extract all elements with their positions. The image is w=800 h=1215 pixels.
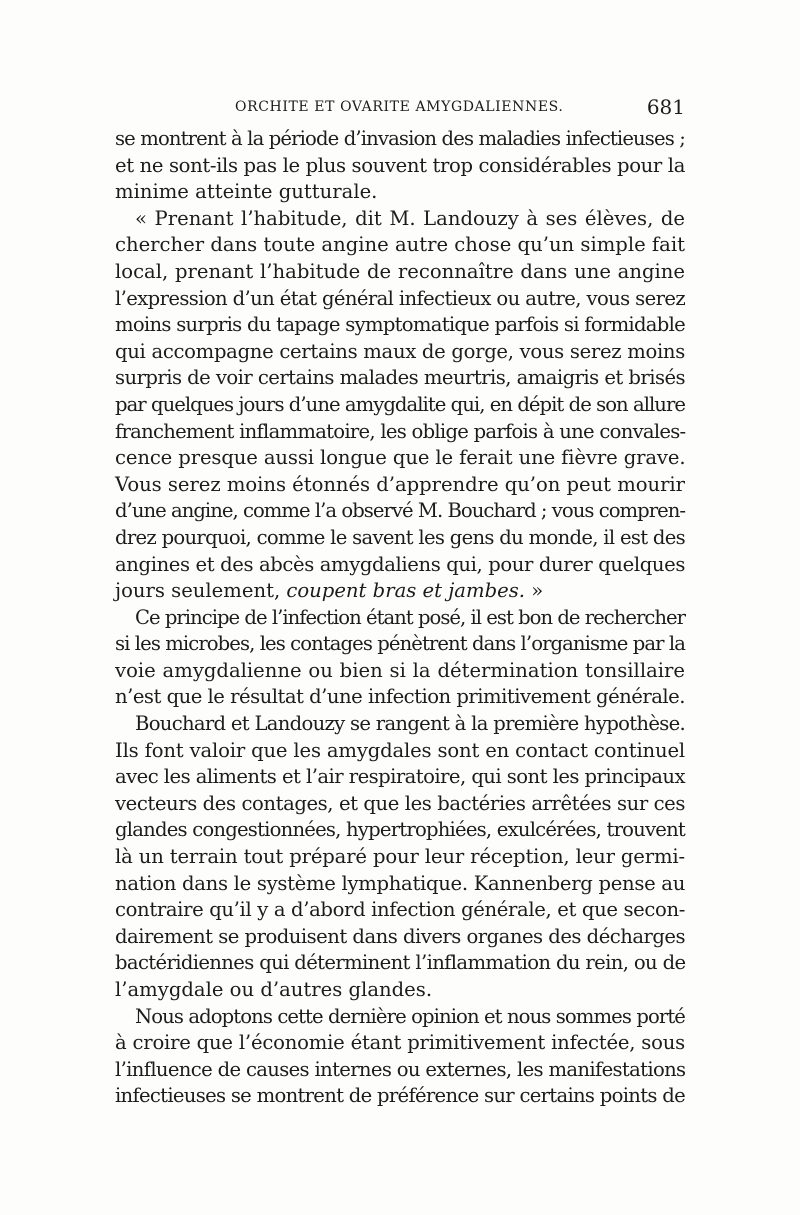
text-line: d’une angine, comme l’a observé M. Bouchard ; vous compren- [115,499,685,523]
text-line: local, prenant l’habitude de reconnaître dans une angine [115,259,685,283]
text-line: Bouchard et Landouzy se rangent à la première hypothèse. [135,712,685,736]
text-line: cence presque aussi longue que le ferait une fièvre grave. [115,446,686,470]
text-line: n’est que le résultat d’une infection primitivement générale. [115,685,685,709]
body-text [115,126,685,1110]
text-line: infectieuses se montrent de préférence sur certains points de [115,1084,685,1108]
text-line: nation dans le système lymphatique. Kannenberg pense au [115,871,686,895]
text-line: là un terrain tout préparé pour leur réception, leur germi- [115,845,685,869]
text-line: moins surpris du tapage symptomatique parfois si formidable [115,313,685,337]
text-line: et ne sont-ils pas le plus souvent trop considérables pour la [115,153,686,177]
text-line: dairement se produisent dans divers organes des décharges [115,924,686,948]
text-line: par quelques jours d’une amygdalite qui, en dépit de son allure [115,392,686,416]
text-line: vecteurs des contages, et que les bactéries arrêtées sur ces [115,791,685,815]
text-line: à croire que l’économie étant primitivement infectée, sous [115,1031,686,1055]
text-line: surpris de voir certains malades meurtris, amaigris et brisés [115,366,686,390]
text-line: l’expression d’un état général infectieux ou autre, vous serez [115,286,686,310]
text-line: Ils font valoir que les amygdales sont en contact continuel [115,738,685,762]
text-line: glandes congestionnées, hypertrophiées, exulcérées, trouvent [115,818,685,842]
italic-phrase: coupent bras et jambes. [286,579,525,603]
text-line: l’amygdale ou d’autres glandes. [115,978,433,1001]
running-title: ORCHITE ET OVARITE AMYGDALIENNES. [235,99,564,115]
running-head [115,95,685,125]
text-line: avec les aliments et l’air respiratoire, qui sont les principaux [115,765,685,789]
text-line: Ce principe de l’infection étant posé, il est bon de rechercher [135,605,685,629]
text-line: bactéridiennes qui déterminent l’inflammation du rein, ou de [115,951,686,975]
closing-guillemet: » [525,579,544,603]
text-line: franchement inflammatoire, les oblige parfois à une convales- [115,419,686,443]
text-line: contraire qu’il y a d’abord infection générale, et que secon- [115,898,685,922]
text-line: qui accompagne certains maux de gorge, vous serez moins [115,339,685,363]
text-line: angines et des abcès amygdaliens qui, pour durer quelques [115,552,685,576]
text-line: « Prenant l’habitude, dit M. Landouzy à ses élèves, de [135,206,685,230]
text-line-quote-end [115,578,685,605]
text-line: drez pourquoi, comme le savent les gens du monde, il est des [115,525,686,549]
text-line: Nous adoptons cette dernière opinion et nous sommes porté [135,1004,685,1028]
text-line: chercher dans toute angine autre chose qu’un simple fait [115,233,685,257]
text-line: se montrent à la période d’invasion des maladies infectieuses ; [115,127,685,150]
text-line: Vous serez moins étonnés d’apprendre qu’on peut mourir [115,472,685,496]
text-line: voie amygdalienne ou bien si la détermination tonsillaire [115,658,685,682]
text-line: si les microbes, les contages pénètrent dans l’organisme par la [115,632,685,656]
page-number: 681 [646,95,685,119]
text-line: minime atteinte gutturale. [115,180,378,204]
quote-end-text: jours seulement, [115,579,287,603]
text-line: l’influence de causes internes ou externes, les manifestations [115,1057,686,1081]
